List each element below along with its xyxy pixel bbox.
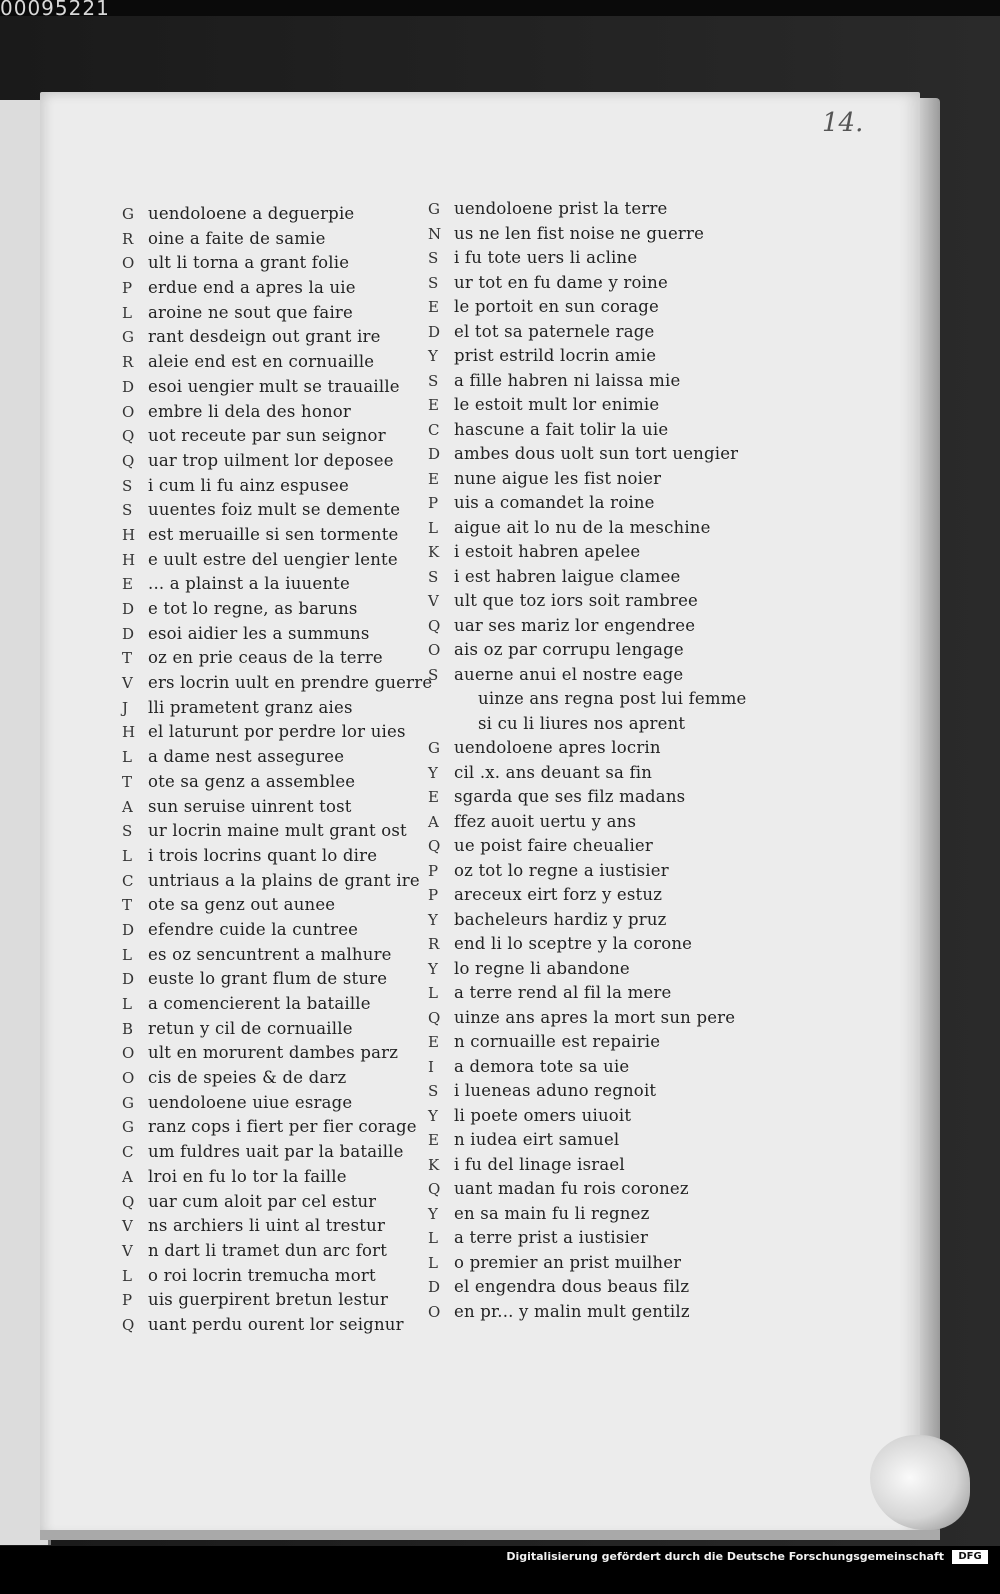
verse-initial: A	[122, 1167, 134, 1186]
verse-text: li poete omers uiuoit	[454, 1105, 632, 1125]
verse-line	[428, 834, 758, 859]
verse-initial: Y	[428, 910, 439, 929]
verse-text: ur tot en fu dame y roine	[454, 272, 668, 292]
verse-initial: G	[122, 1118, 135, 1137]
verse-initial: T	[122, 649, 133, 668]
verse-line	[122, 992, 452, 1017]
verse-initial: D	[122, 377, 135, 396]
verse-initial: S	[122, 501, 133, 520]
verse-initial: C	[122, 1143, 134, 1162]
verse-initial: S	[428, 1082, 439, 1100]
verse-text: i est habren laigue clamee	[454, 566, 681, 586]
verse-line	[428, 1153, 758, 1178]
verse-line	[428, 957, 758, 982]
verse-line	[122, 350, 452, 375]
verse-initial: Q	[122, 427, 135, 446]
verse-text: a demora tote sa uie	[454, 1056, 630, 1076]
verse-initial: D	[122, 624, 135, 643]
verse-initial: H	[122, 723, 136, 742]
verse-line	[428, 1275, 758, 1300]
verse-text: ue poist faire cheualier	[454, 836, 653, 855]
verse-initial: V	[122, 674, 134, 693]
verse-text: n iudea eirt samuel	[454, 1130, 620, 1149]
verse-text: i trois locrins quant lo dire	[148, 845, 378, 865]
verse-initial: Q	[428, 1008, 441, 1027]
verse-initial: L	[122, 303, 133, 322]
verse-initial: O	[428, 1302, 441, 1321]
verse-text: i fu del linage israel	[454, 1154, 625, 1174]
verse-initial: P	[122, 1291, 133, 1310]
verse-initial: O	[122, 1044, 135, 1063]
verse-line	[122, 1264, 452, 1289]
verse-line	[122, 424, 452, 449]
verse-initial: E	[428, 396, 440, 414]
folio-number: 14.	[822, 108, 864, 138]
verse-text: erdue end a apres la uie	[148, 278, 356, 298]
verse-text: ffez auoit uertu y ans	[454, 811, 637, 831]
verse-line	[428, 883, 758, 908]
verse-initial: T	[122, 896, 133, 915]
verse-line	[428, 810, 758, 835]
verse-text: um fuldres uait par la bataille	[148, 1142, 404, 1162]
verse-line	[122, 893, 452, 918]
verse-line	[428, 761, 758, 786]
verse-text: ote sa genz out aunee	[148, 895, 336, 915]
verse-line	[122, 474, 452, 499]
verse-initial: L	[122, 1266, 133, 1285]
verse-initial: Q	[428, 837, 441, 855]
left-text-column	[122, 202, 452, 1338]
verse-initial: E	[428, 1131, 440, 1149]
verse-initial: L	[122, 846, 133, 865]
verse-text: ambes dous uolt sun tort uengier	[454, 444, 739, 463]
verse-initial: C	[122, 871, 134, 890]
verse-line	[428, 197, 758, 222]
verse-line	[122, 276, 452, 301]
verse-text: uuentes foiz mult se demente	[148, 500, 401, 520]
verse-text: a comencierent la bataille	[148, 994, 371, 1013]
verse-text: n cornuaille est repairie	[454, 1032, 661, 1051]
verse-line	[122, 795, 452, 820]
verse-text: nune aigue les fist noier	[454, 468, 662, 488]
verse-text: ult en morurent dambes parz	[148, 1043, 399, 1063]
verse-line	[428, 1104, 758, 1129]
verse-initial: P	[428, 494, 439, 512]
verse-line	[122, 1313, 452, 1338]
verse-text: prist estrild locrin amie	[454, 346, 657, 365]
verse-line	[122, 449, 452, 474]
verse-initial: J	[122, 698, 129, 717]
verse-initial: L	[428, 1229, 439, 1247]
verse-text: uant perdu ourent lor seignur	[148, 1314, 404, 1334]
verse-text: a terre rend al fil la mere	[454, 983, 672, 1002]
verse-line	[428, 1128, 758, 1153]
verse-text: si cu li liures nos aprent	[478, 713, 686, 733]
verse-line	[122, 869, 452, 894]
verse-initial: S	[428, 567, 439, 586]
verse-text: i estoit habren apelee	[454, 542, 641, 561]
verse-initial: D	[122, 920, 135, 939]
verse-initial: G	[122, 205, 135, 223]
verse-initial: V	[428, 592, 440, 610]
verse-initial: G	[428, 739, 441, 757]
verse-text: le portoit en sun corage	[454, 297, 660, 316]
verse-initial: T	[122, 772, 133, 791]
verse-text: uar cum aloit par cel estur	[148, 1191, 377, 1211]
verse-initial: D	[428, 445, 441, 463]
verse-initial: H	[122, 550, 136, 569]
verse-initial: G	[122, 328, 135, 347]
verse-line	[428, 320, 758, 345]
verse-text: uendoloene apres locrin	[454, 738, 661, 757]
verse-line	[428, 271, 758, 296]
verse-text: uis a comandet la roine	[454, 493, 655, 512]
verse-text: uendoloene prist la terre	[454, 199, 668, 218]
verse-initial: R	[428, 935, 440, 953]
verse-text: ult li torna a grant folie	[148, 253, 350, 273]
verse-line	[428, 540, 758, 565]
verse-line	[122, 1140, 452, 1165]
verse-text: i lueneas aduno regnoit	[454, 1081, 657, 1100]
verse-text: el engendra dous beaus filz	[454, 1277, 690, 1296]
verse-text: ult que toz iors soit rambree	[454, 591, 698, 610]
verse-initial: D	[122, 600, 135, 618]
verse-text: embre li dela des honor	[148, 401, 352, 421]
verse-text: esoi aidier les a summuns	[148, 623, 370, 643]
verse-line	[122, 844, 452, 869]
verse-text: es oz sencuntrent a malhure	[148, 944, 392, 964]
verse-text: sgarda que ses filz madans	[454, 787, 686, 806]
verse-initial: Y	[428, 1106, 439, 1125]
verse-initial: Y	[428, 959, 439, 978]
verse-initial: S	[428, 371, 439, 390]
verse-initial: O	[122, 254, 135, 273]
verse-text: cis de speies & de darz	[148, 1068, 347, 1088]
verse-text: a dame nest asseguree	[148, 747, 345, 767]
verse-text: auerne anui el nostre eage	[454, 664, 684, 684]
verse-line	[428, 663, 758, 688]
verse-line	[122, 498, 452, 523]
verse-line	[428, 516, 758, 541]
verse-text: cil .x. ans deuant sa fin	[454, 762, 653, 782]
verse-initial: B	[122, 1019, 134, 1038]
verse-text: en sa main fu li regnez	[454, 1203, 650, 1223]
verse-initial: Q	[122, 1192, 135, 1211]
verse-line	[428, 1006, 758, 1031]
verse-line	[428, 712, 758, 737]
verse-line	[122, 202, 452, 227]
verse-line	[428, 295, 758, 320]
verse-initial: L	[428, 1253, 439, 1272]
verse-line	[122, 1190, 452, 1215]
verse-line	[428, 1202, 758, 1227]
verse-initial: Q	[122, 1315, 135, 1334]
verse-text: lli prametent granz aies	[148, 697, 353, 717]
verse-text: uendoloene a deguerpie	[148, 204, 355, 223]
verse-initial: S	[122, 822, 133, 841]
verse-initial: Y	[428, 763, 439, 782]
verse-initial: P	[122, 279, 133, 298]
verse-initial: S	[428, 273, 439, 292]
verse-initial: E	[428, 1033, 440, 1051]
verse-initial: Q	[428, 616, 441, 635]
verse-text: hascune a fait tolir la uie	[454, 419, 669, 439]
verse-text: end li lo sceptre y la corone	[454, 934, 693, 953]
image-id-label: 00095221	[0, 0, 110, 16]
funding-credit: Digitalisierung gefördert durch die Deutsche Forschungsgemeinschaft	[506, 1550, 944, 1563]
verse-text: uar ses mariz lor engendree	[454, 615, 696, 635]
verse-initial: N	[428, 224, 442, 243]
verse-line	[428, 1055, 758, 1080]
verse-line	[122, 523, 452, 548]
verse-line	[428, 491, 758, 516]
verse-text: a fille habren ni laissa mie	[454, 370, 681, 390]
verse-text: i cum li fu ainz espusee	[148, 475, 349, 495]
verse-initial: O	[122, 402, 135, 421]
dfg-logo: DFG	[952, 1550, 988, 1564]
verse-initial: V	[122, 1217, 134, 1236]
verse-text: est meruaille si sen tormente	[148, 524, 399, 544]
right-text-column	[428, 197, 758, 1324]
verse-initial: E	[428, 298, 440, 316]
verse-initial: I	[428, 1057, 435, 1076]
verse-initial: G	[122, 1093, 135, 1112]
verse-line	[122, 918, 452, 943]
verse-text: us ne len fist noise ne guerre	[454, 223, 705, 243]
verse-text: oz tot lo regne a iustisier	[454, 860, 669, 880]
verse-line	[122, 227, 452, 252]
verse-text: lroi en fu lo tor la faille	[148, 1166, 347, 1186]
verse-line	[428, 246, 758, 271]
verse-text: uinze ans regna post lui femme	[478, 689, 747, 708]
verse-initial: L	[122, 748, 133, 767]
verse-line	[428, 785, 758, 810]
verse-text: ur locrin maine mult grant ost	[148, 821, 407, 841]
verse-text: el laturunt por perdre lor uies	[148, 722, 406, 742]
verse-text: euste lo grant flum de sture	[148, 969, 388, 989]
verse-text: uinze ans apres la mort sun pere	[454, 1007, 736, 1027]
verse-line	[122, 1239, 452, 1264]
verse-initial: K	[428, 543, 440, 561]
verse-initial: D	[428, 1278, 441, 1296]
verse-line	[122, 400, 452, 425]
verse-line	[122, 1165, 452, 1190]
verse-initial: K	[428, 1155, 440, 1174]
verse-initial: Q	[122, 451, 135, 470]
verse-text: n dart li tramet dun arc fort	[148, 1240, 388, 1260]
verse-initial: A	[428, 812, 440, 831]
verse-line	[122, 967, 452, 992]
verse-text: aroine ne sout que faire	[148, 302, 353, 322]
verse-line	[122, 597, 452, 622]
verse-initial: S	[122, 476, 133, 495]
verse-line	[428, 614, 758, 639]
verse-initial: O	[122, 1069, 135, 1088]
verse-text: en pr... y malin mult gentilz	[454, 1301, 690, 1321]
verse-initial: L	[122, 995, 133, 1013]
verse-text: ranz cops i fiert per fier corage	[148, 1117, 417, 1137]
verse-initial: D	[122, 970, 135, 989]
verse-initial: E	[122, 575, 134, 594]
verse-line	[428, 1177, 758, 1202]
verse-line	[428, 589, 758, 614]
verse-line	[122, 1091, 452, 1116]
verse-text: oz en prie ceaus de la terre	[148, 648, 383, 668]
verse-text: rant desdeign out grant ire	[148, 327, 381, 347]
verse-text: a terre prist a iustisier	[454, 1228, 649, 1247]
verse-text: aleie end est en cornuaille	[148, 352, 375, 372]
verse-initial: L	[428, 984, 439, 1002]
verse-line	[428, 467, 758, 492]
verse-line	[428, 736, 758, 761]
verse-initial: V	[122, 1241, 134, 1260]
verse-text: ers locrin uult en prendre guerre	[148, 673, 433, 693]
verse-line	[428, 687, 758, 712]
verse-initial: L	[428, 518, 439, 537]
verse-line	[428, 344, 758, 369]
verse-line	[428, 908, 758, 933]
verse-text: lo regne li abandone	[454, 958, 630, 978]
verse-line	[122, 646, 452, 671]
verse-line	[122, 1115, 452, 1140]
verse-line	[122, 301, 452, 326]
verse-text: e tot lo regne, as baruns	[148, 599, 358, 618]
verse-initial: P	[428, 886, 439, 904]
verse-line	[428, 932, 758, 957]
verse-line	[428, 1226, 758, 1251]
verse-initial: H	[122, 525, 136, 544]
verse-line	[122, 943, 452, 968]
verse-initial: Y	[428, 1204, 439, 1223]
verse-initial: E	[428, 469, 440, 488]
verse-initial: L	[122, 945, 133, 964]
verse-line	[122, 720, 452, 745]
verse-text: areceux eirt forz y estuz	[454, 885, 663, 904]
verse-text: retun y cil de cornuaille	[148, 1018, 353, 1038]
verse-line	[122, 1041, 452, 1066]
verse-line	[428, 565, 758, 590]
verse-line	[122, 1017, 452, 1042]
verse-initial: R	[122, 229, 134, 248]
verse-text: e uult estre del uengier lente	[148, 549, 398, 569]
verse-line	[428, 393, 758, 418]
verse-line	[122, 671, 452, 696]
verse-line	[428, 442, 758, 467]
verse-text: uis guerpirent bretun lestur	[148, 1290, 389, 1310]
verse-initial: G	[428, 200, 441, 218]
verse-line	[122, 622, 452, 647]
verse-line	[122, 1066, 452, 1091]
verse-line	[122, 770, 452, 795]
verse-text: ns archiers li uint al trestur	[148, 1216, 386, 1236]
verse-line	[122, 819, 452, 844]
verse-line	[428, 1079, 758, 1104]
verse-text: o premier an prist muilher	[454, 1252, 682, 1272]
verse-line	[122, 1214, 452, 1239]
verse-line	[122, 696, 452, 721]
verse-initial: S	[428, 665, 439, 684]
verse-text: uant madan fu rois coronez	[454, 1179, 689, 1198]
verse-text: efendre cuide la cuntree	[148, 919, 359, 939]
verse-initial: S	[428, 249, 439, 267]
verse-line	[122, 1288, 452, 1313]
verse-text: o roi locrin tremucha mort	[148, 1265, 376, 1285]
verse-line	[122, 572, 452, 597]
verse-text: aigue ait lo nu de la meschine	[454, 517, 711, 537]
verse-text: uar trop uilment lor deposee	[148, 450, 394, 470]
verse-text: le estoit mult lor enimie	[454, 395, 660, 414]
verse-line	[428, 1300, 758, 1325]
verse-initial: Y	[428, 347, 439, 365]
verse-text: uendoloene uiue esrage	[148, 1092, 353, 1112]
verse-text: bacheleurs hardiz y pruz	[454, 909, 667, 929]
verse-line	[122, 325, 452, 350]
verse-text: ote sa genz a assemblee	[148, 771, 356, 791]
verse-line	[122, 375, 452, 400]
verse-text: untriaus a la plains de grant ire	[148, 870, 420, 890]
verse-line	[428, 859, 758, 884]
verse-line	[428, 418, 758, 443]
verse-initial: A	[122, 797, 134, 816]
verse-text: sun seruise uinrent tost	[148, 796, 352, 816]
verse-text: el tot sa paternele rage	[454, 321, 655, 341]
verse-text: ais oz par corrupu lengage	[454, 640, 684, 659]
verse-initial: R	[122, 353, 134, 372]
verse-line	[122, 251, 452, 276]
verse-line	[122, 548, 452, 573]
verse-line	[122, 745, 452, 770]
verse-text: uot receute par sun seignor	[148, 426, 386, 446]
verse-text: esoi uengier mult se trauaille	[148, 376, 400, 396]
verse-line	[428, 1030, 758, 1055]
verse-initial: D	[428, 322, 441, 341]
verse-initial: Q	[428, 1180, 441, 1198]
verse-line	[428, 981, 758, 1006]
verse-line	[428, 1251, 758, 1276]
verse-text: i fu tote uers li acline	[454, 248, 638, 267]
verse-text: ... a plainst a la iuuente	[148, 574, 350, 594]
verse-initial: C	[428, 420, 440, 439]
verse-line	[428, 222, 758, 247]
page-bottom-edge	[40, 1530, 940, 1540]
verse-initial: P	[428, 861, 439, 880]
verse-text: oine a faite de samie	[148, 228, 326, 248]
verse-line	[428, 638, 758, 663]
verse-line	[428, 369, 758, 394]
verse-initial: O	[428, 641, 441, 659]
verse-initial: E	[428, 788, 440, 806]
